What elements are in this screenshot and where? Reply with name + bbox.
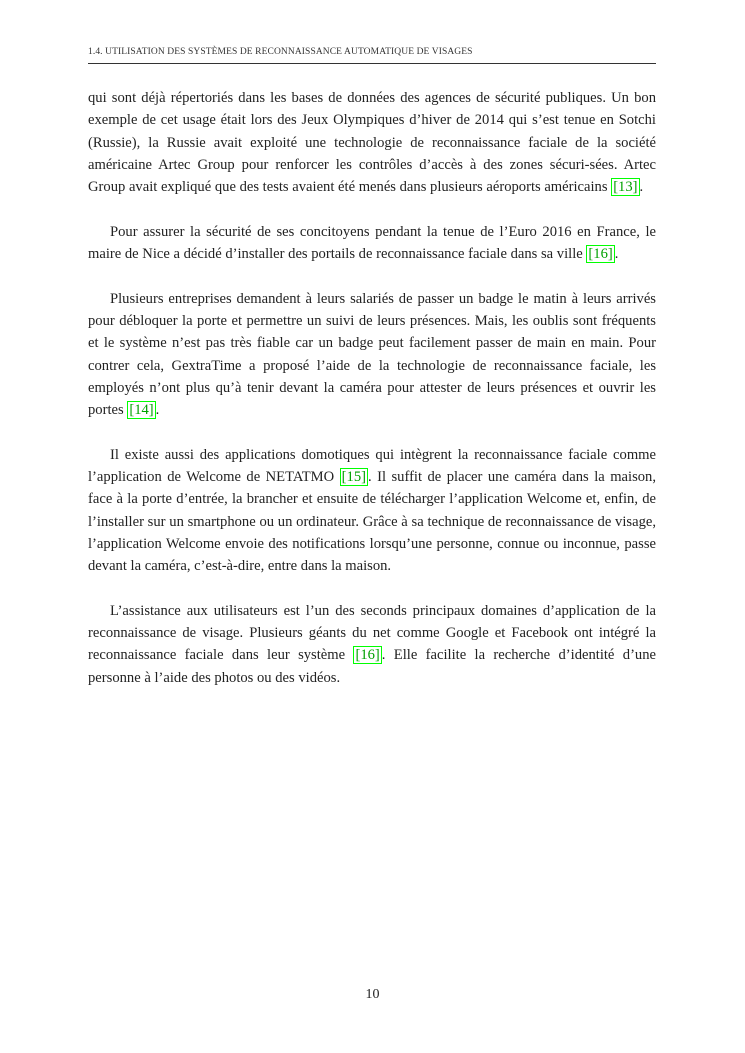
citation-link[interactable]: [16] [588,246,613,263]
running-header: 1.4. UTILISATION DES SYSTÈMES DE RECONNAISSANCE AUTOMATIQUE DE VISAGES [88,47,473,57]
paragraph-text: . [614,246,619,263]
paragraph-text: qui sont déjà répertoriés dans les bases de données des agences de sécurité publiques. Un bon exemple de cet usage était lors des Jeux Olympiques d’hiver de 2014 qui s’est tenue en Sotchi (Russie), la Russie avait exploité une technologie de reconnaissance faciale de la société américaine Artec Group pour renforcer les contrôles d’accès à des zones sécuri-sées. Artec Group avait expliqué que des tests avaient été menés dans plusieurs aéroports américains [88,90,656,196]
paragraph-1 [88,87,656,198]
paragraph-4 [88,444,656,578]
paragraph-2 [88,221,656,266]
citation-link[interactable]: [13] [613,179,638,196]
header-rule [88,63,656,64]
paragraph-text: Il existe aussi des applications domotiques qui intègrent la reconnaissance faciale comme l’application de Welcome de NETATMO [88,446,656,486]
paragraph-text: . Il suffit de placer une caméra dans la maison, face à la porte d’entrée, la brancher et ensuite de télécharger l’application Welcome et, enfin, de l’installer sur un smartphone ou un ordinateur. Grâce à sa technique de reconnaissance de visage, l’application Welcome envoie des notifications lorsqu’une personne, connue ou inconnue, passe devant la caméra, c’est-à-dire, entre dans la maison. [88,469,657,575]
body-text [88,87,656,711]
paragraph-3 [88,288,656,422]
paragraph-text: Plusieurs entreprises demandent à leurs salariés de passer un badge le matin à leurs arrivés pour débloquer la porte et permettre un suivi de leurs présences. Mais, les oublis sont fréquents et le système n’est pas très fiable car un badge peut facilement passer de main en main. Pour contrer cela, GextraTime a proposé l’aide de la technologie de reconnaissance faciale, les employés n’ont plus qu’à tenir devant la caméra pour attester de leurs présences et ouvrir les portes [88,290,656,419]
paragraph-text: . [639,179,644,196]
paragraph-5 [88,600,656,689]
paragraph-text: Pour assurer la sécurité de ses concitoyens pendant la tenue de l’Euro 2016 en France, le maire de Nice a décidé d’installer des portails de reconnaissance faciale dans sa ville [88,223,656,263]
citation-link[interactable]: [15] [341,469,366,486]
paragraph-text: L’assistance aux utilisateurs est l’un des seconds principaux domaines d’application de la reconnaissance de visage. Plusieurs géants du net comme Google et Facebook ont intégré la reconnaissance faciale dans leur système [88,602,656,664]
paragraph-text: . [155,402,160,419]
citation-link[interactable]: [16] [355,647,380,664]
page-number: 10 [365,987,380,1002]
citation-link[interactable]: [14] [129,402,154,419]
paragraph-text: . Elle facilite la recherche d’identité d’une personne à l’aide des photos ou des vidéos. [88,647,657,686]
